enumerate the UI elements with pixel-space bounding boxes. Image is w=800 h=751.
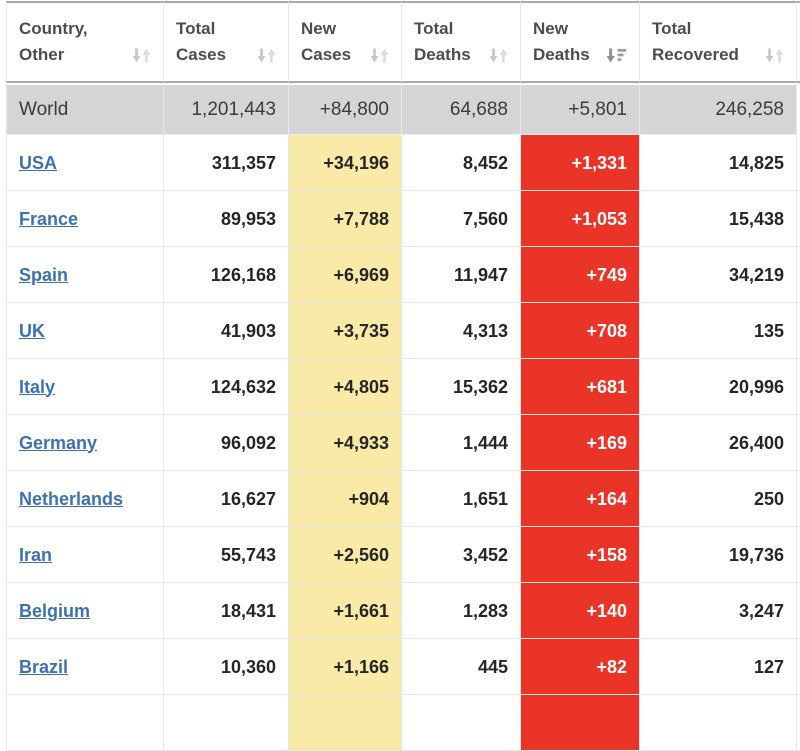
cutoff-cell: [796, 83, 800, 135]
country-row-new-deaths-value: +164: [586, 488, 627, 509]
country-row-total-deaths-value: 4,313: [462, 320, 508, 341]
column-header-new-cases[interactable]: New Cases: [288, 1, 401, 83]
country-row-new-deaths-value: +158: [586, 544, 627, 565]
country-row-new-deaths-cell: [520, 303, 639, 359]
country-row-total-recovered-value: 34,219: [728, 264, 784, 285]
country-row-total-deaths-cell: [401, 415, 520, 471]
country-row-total-cases-cell: [163, 583, 288, 639]
country-row-new-deaths-value: +708: [586, 320, 627, 341]
country-link[interactable]: Netherlands: [19, 488, 124, 509]
country-row-country-cell: [6, 639, 163, 695]
country-row-new-cases-cell: [288, 415, 401, 471]
country-row-total-recovered-cell: [639, 415, 796, 471]
country-row-new-deaths-value: +82: [596, 656, 627, 677]
cutoff-cell: [796, 303, 800, 359]
world-row-country-value: World: [19, 98, 69, 120]
partial-row-total-recovered-cell: [639, 695, 796, 751]
country-row-total-deaths-value: 15,362: [452, 376, 508, 397]
country-link[interactable]: Belgium: [19, 600, 91, 621]
country-row-total-deaths-cell: [401, 359, 520, 415]
country-row: [6, 583, 800, 639]
country-row-total-cases-cell: [163, 303, 288, 359]
country-row-total-recovered-value: 14,825: [728, 152, 784, 173]
sort-toggle-icon: [257, 48, 276, 63]
country-row: [6, 303, 800, 359]
country-row-total-deaths-cell: [401, 135, 520, 191]
world-row-new-deaths-value: +5,801: [568, 98, 627, 120]
country-row-new-cases-value: +3,735: [333, 320, 389, 341]
world-row-total-deaths-cell: [401, 83, 520, 135]
sort-toggle-icon: [132, 48, 151, 63]
column-header-total-recovered[interactable]: Total Recovered: [639, 1, 796, 83]
country-row-new-cases-value: +1,661: [333, 600, 389, 621]
country-row-new-cases-value: +4,933: [333, 432, 389, 453]
country-row-new-deaths-cell: [520, 527, 639, 583]
country-row-country-cell: [6, 527, 163, 583]
country-row-total-cases-value: 89,953: [220, 208, 276, 229]
country-row-total-cases-value: 10,360: [220, 656, 276, 677]
world-row-new-cases-cell: [288, 83, 401, 135]
column-header-total-deaths[interactable]: Total Deaths: [401, 1, 520, 83]
country-row-new-cases-cell: [288, 135, 401, 191]
country-row-total-cases-value: 55,743: [220, 544, 276, 565]
country-row-total-recovered-cell: [639, 359, 796, 415]
country-row-total-recovered-value: 250: [753, 488, 784, 509]
country-row: [6, 247, 800, 303]
country-row-total-recovered-cell: [639, 135, 796, 191]
world-row: [6, 83, 800, 135]
cutoff-cell: [796, 135, 800, 191]
country-link[interactable]: Spain: [19, 264, 69, 285]
country-row-total-recovered-cell: [639, 583, 796, 639]
country-row-country-cell: [6, 303, 163, 359]
country-row-total-cases-value: 126,168: [210, 264, 276, 285]
country-row-new-cases-cell: [288, 191, 401, 247]
country-link[interactable]: France: [19, 208, 79, 229]
country-row-new-cases-value: +904: [348, 488, 389, 509]
country-row-new-cases-cell: [288, 527, 401, 583]
country-row-total-recovered-value: 19,736: [728, 544, 784, 565]
country-row-total-recovered-value: 15,438: [728, 208, 784, 229]
country-row-total-cases-value: 41,903: [220, 320, 276, 341]
country-row-new-cases-value: +34,196: [323, 152, 389, 173]
country-row-total-deaths-value: 1,651: [462, 488, 508, 509]
country-row-total-deaths-value: 8,452: [462, 152, 508, 173]
country-row-total-cases-cell: [163, 359, 288, 415]
sort-icon-slot: [759, 48, 784, 63]
country-row-total-deaths-value: 3,452: [462, 544, 508, 565]
country-row-total-deaths-cell: [401, 639, 520, 695]
cutoff-cell: [796, 527, 800, 583]
world-row-total-deaths-value: 64,688: [449, 98, 508, 120]
cutoff-cell: [796, 191, 800, 247]
country-row-new-cases-value: +4,805: [333, 376, 389, 397]
country-row-total-deaths-cell: [401, 583, 520, 639]
country-row-total-recovered-cell: [639, 303, 796, 359]
header-row: [6, 1, 800, 83]
country-link[interactable]: UK: [19, 320, 45, 341]
world-row-total-cases-cell: [163, 83, 288, 135]
partial-row: [6, 695, 800, 751]
country-row-country-cell: [6, 359, 163, 415]
country-row-total-recovered-value: 127: [753, 656, 784, 677]
country-row-total-recovered-cell: [639, 527, 796, 583]
country-row-country-cell: [6, 471, 163, 527]
country-row-country-cell: [6, 583, 163, 639]
cutoff-cell: [796, 247, 800, 303]
country-row: [6, 191, 800, 247]
country-row: [6, 639, 800, 695]
country-row-total-deaths-cell: [401, 191, 520, 247]
country-row-new-deaths-value: +681: [586, 376, 627, 397]
world-row-new-deaths-cell: [520, 83, 639, 135]
country-row-new-deaths-value: +140: [586, 600, 627, 621]
sort-toggle-icon: [370, 48, 389, 63]
country-row-total-deaths-value: 1,283: [462, 600, 508, 621]
country-row-total-cases-cell: [163, 527, 288, 583]
country-row-new-cases-cell: [288, 247, 401, 303]
partial-row-new-deaths-cell: [520, 695, 639, 751]
world-row-country-cell: [6, 83, 163, 135]
country-row-new-cases-cell: [288, 471, 401, 527]
column-header-cutoff: [796, 1, 800, 83]
country-row-country-cell: [6, 415, 163, 471]
country-link[interactable]: Iran: [19, 544, 53, 565]
covid-stats-table: [6, 1, 800, 751]
partial-row-new-cases-cell: [288, 695, 401, 751]
country-link[interactable]: USA: [19, 152, 58, 173]
country-link[interactable]: Brazil: [19, 656, 69, 677]
country-row-total-recovered-cell: [639, 639, 796, 695]
country-row-new-cases-value: +1,166: [333, 656, 389, 677]
country-row-new-deaths-cell: [520, 583, 639, 639]
country-row-total-cases-cell: [163, 415, 288, 471]
country-row-total-deaths-value: 445: [477, 656, 508, 677]
country-row: [6, 359, 800, 415]
country-row-total-deaths-value: 11,947: [453, 264, 508, 285]
cutoff-cell: [796, 695, 800, 751]
covid-stats-table-wrap: [6, 1, 800, 751]
country-row-country-cell: [6, 191, 163, 247]
country-row-total-recovered-value: 3,247: [738, 600, 784, 621]
country-row-new-cases-cell: [288, 583, 401, 639]
country-row-total-deaths-value: 7,560: [462, 208, 508, 229]
country-row-total-cases-cell: [163, 247, 288, 303]
cutoff-cell: [796, 415, 800, 471]
country-row-total-recovered-value: 135: [753, 320, 784, 341]
country-row-country-cell: [6, 247, 163, 303]
cutoff-cell: [796, 639, 800, 695]
country-row-total-deaths-cell: [401, 471, 520, 527]
country-row-new-deaths-cell: [520, 359, 639, 415]
table-body: [6, 83, 800, 751]
country-row-total-cases-cell: [163, 639, 288, 695]
partial-row-total-deaths-cell: [401, 695, 520, 751]
world-row-total-cases-value: 1,201,443: [191, 98, 276, 120]
country-row-total-recovered-cell: [639, 191, 796, 247]
country-row-new-deaths-cell: [520, 247, 639, 303]
country-row-new-deaths-value: +749: [586, 264, 627, 285]
country-row-new-cases-value: +7,788: [333, 208, 389, 229]
country-row-new-deaths-cell: [520, 191, 639, 247]
country-row-total-cases-value: 96,092: [220, 432, 276, 453]
partial-row-country-cell: [6, 695, 163, 751]
sort-icon-slot: [600, 48, 627, 63]
sort-icon-slot: [251, 48, 276, 63]
cutoff-cell: [796, 583, 800, 639]
sort-toggle-icon: [489, 48, 508, 63]
country-row-total-cases-value: 16,627: [220, 488, 276, 509]
country-row-total-recovered-value: 26,400: [728, 432, 784, 453]
sort-icon-slot: [364, 48, 389, 63]
sort-toggle-icon: [765, 48, 784, 63]
country-row-new-deaths-cell: [520, 471, 639, 527]
column-header-total-cases[interactable]: Total Cases: [163, 1, 288, 83]
country-row-total-deaths-cell: [401, 527, 520, 583]
cutoff-cell: [796, 359, 800, 415]
country-link[interactable]: Italy: [19, 376, 56, 397]
country-row-new-cases-cell: [288, 639, 401, 695]
world-row-total-recovered-cell: [639, 83, 796, 135]
cutoff-cell: [796, 471, 800, 527]
country-row-country-cell: [6, 135, 163, 191]
country-row-total-deaths-cell: [401, 303, 520, 359]
country-row-total-recovered-cell: [639, 471, 796, 527]
country-row-new-cases-value: +6,969: [333, 264, 389, 285]
country-row-new-deaths-value: +1,331: [571, 152, 627, 173]
country-row-total-recovered-cell: [639, 247, 796, 303]
country-row-total-cases-value: 124,632: [210, 376, 276, 397]
country-row-new-deaths-value: +1,053: [571, 208, 627, 229]
country-row-new-deaths-value: +169: [586, 432, 627, 453]
country-row-new-deaths-cell: [520, 639, 639, 695]
column-header-new-deaths[interactable]: New Deaths: [520, 1, 639, 83]
country-row-total-deaths-value: 1,444: [462, 432, 508, 453]
country-row-total-cases-cell: [163, 135, 288, 191]
country-row-new-cases-value: +2,560: [333, 544, 389, 565]
country-row-total-recovered-value: 20,996: [728, 376, 784, 397]
country-row: [6, 415, 800, 471]
sort-desc-icon: [606, 48, 627, 63]
country-row-total-cases-cell: [163, 191, 288, 247]
sort-icon-slot: [483, 48, 508, 63]
country-row-new-deaths-cell: [520, 135, 639, 191]
partial-row-total-cases-cell: [163, 695, 288, 751]
country-row-new-deaths-cell: [520, 415, 639, 471]
column-header-country[interactable]: Country, Other: [6, 1, 163, 83]
world-row-new-cases-value: +84,800: [319, 98, 389, 120]
country-row-total-deaths-cell: [401, 247, 520, 303]
country-row-new-cases-cell: [288, 359, 401, 415]
country-row: [6, 471, 800, 527]
country-row: [6, 527, 800, 583]
country-row-total-cases-value: 18,431: [220, 600, 276, 621]
country-row: [6, 135, 800, 191]
sort-icon-slot: [126, 48, 151, 63]
world-row-total-recovered-value: 246,258: [715, 98, 784, 120]
country-row-total-cases-value: 311,357: [211, 152, 276, 173]
country-row-total-cases-cell: [163, 471, 288, 527]
country-link[interactable]: Germany: [19, 432, 98, 453]
country-row-new-cases-cell: [288, 303, 401, 359]
